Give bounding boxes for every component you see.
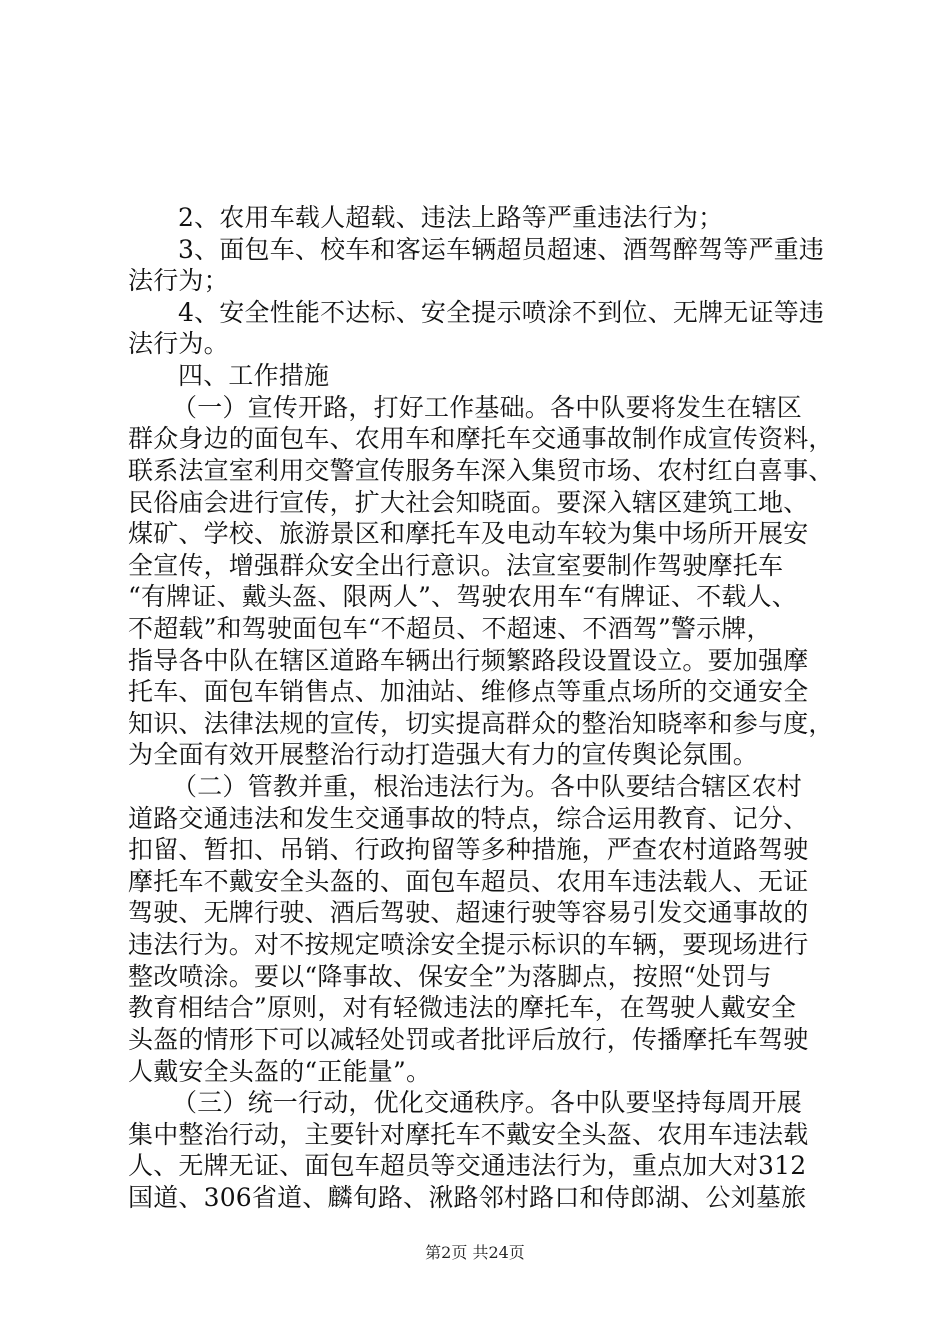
text-line: 群众身边的面包车、农用车和摩托车交通事故制作成宣传资料， <box>128 424 834 453</box>
section-heading: 四、工作措施 <box>178 361 330 390</box>
text-line: 煤矿、学校、旅游景区和摩托车及电动车较为集中场所开展安 <box>128 519 809 548</box>
text-line: 指导各中队在辖区道路车辆出行频繁路段设置设立。要加强摩 <box>128 646 809 675</box>
text-line: 头盔的情形下可以减轻处罚或者批评后放行，传播摩托车驾驶 <box>128 1025 809 1054</box>
text-line: 联系法宣室利用交警宣传服务车深入集贸市场、农村红白喜事、 <box>128 456 834 485</box>
text-line: 教育相结合”原则，对有轻微违法的摩托车，在驾驶人戴安全 <box>128 993 797 1022</box>
text-line: 驾驶、无牌行驶、酒后驾驶、超速行驶等容易引发交通事故的 <box>128 898 809 927</box>
text-line: 摩托车不戴安全头盔的、面包车超员、农用车违法载人、无证 <box>128 867 809 896</box>
text-line: 民俗庙会进行宣传，扩大社会知晓面。要深入辖区建筑工地、 <box>128 488 809 517</box>
text-line: 集中整治行动，主要针对摩托车不戴安全头盔、农用车违法载 <box>128 1120 809 1149</box>
page-footer: 第2页 共24页 <box>425 1243 525 1262</box>
text-line: 违法行为。对不按规定喷涂安全提示标识的车辆，要现场进行 <box>128 930 809 959</box>
text-line: 人、无牌无证、面包车超员等交通违法行为，重点加大对312 <box>128 1151 807 1180</box>
list-item: 2、农用车载人超载、违法上路等严重违法行为； <box>178 203 724 232</box>
text-line: 为全面有效开展整治行动打造强大有力的宣传舆论氛围。 <box>128 740 759 769</box>
list-item: 4、安全性能不达标、安全提示喷涂不到位、无牌无证等违 <box>178 298 825 327</box>
text-line: 托车、面包车销售点、加油站、维修点等重点场所的交通安全 <box>128 677 809 706</box>
paragraph-start: （三）统一行动，优化交通秩序。各中队要坚持每周开展 <box>172 1088 803 1117</box>
text-line: 不超载”和驾驶面包车“不超员、不超速、不酒驾”警示牌， <box>128 614 772 643</box>
list-item: 3、面包车、校车和客运车辆超员超速、酒驾醉驾等严重违 <box>178 235 825 264</box>
text-line: 国道、306省道、麟旬路、湫路邻村路口和侍郎湖、公刘墓旅 <box>128 1183 807 1212</box>
text-line: 扣留、暂扣、吊销、行政拘留等多种措施，严查农村道路驾驶 <box>128 835 809 864</box>
text-line: 整改喷涂。要以“降事故、保安全”为落脚点，按照“处罚与 <box>128 962 772 991</box>
paragraph-start: （二）管教并重，根治违法行为。各中队要结合辖区农村 <box>172 772 803 801</box>
text-line: 知识、法律法规的宣传，切实提高群众的整治知晓率和参与度， <box>128 709 834 738</box>
paragraph-start: （一）宣传开路，打好工作基础。各中队要将发生在辖区 <box>172 393 803 422</box>
text-line: 道路交通违法和发生交通事故的特点，综合运用教育、记分、 <box>128 804 809 833</box>
text-line: 全宣传，增强群众安全出行意识。法宣室要制作驾驶摩托车 <box>128 551 784 580</box>
text-line: “有牌证、戴头盔、限两人”、驾驶农用车“有牌证、不载人、 <box>128 582 797 611</box>
text-line: 法行为； <box>128 266 229 295</box>
text-line: 人戴安全头盔的“正能量”。 <box>128 1057 432 1086</box>
text-line: 法行为。 <box>128 329 229 358</box>
